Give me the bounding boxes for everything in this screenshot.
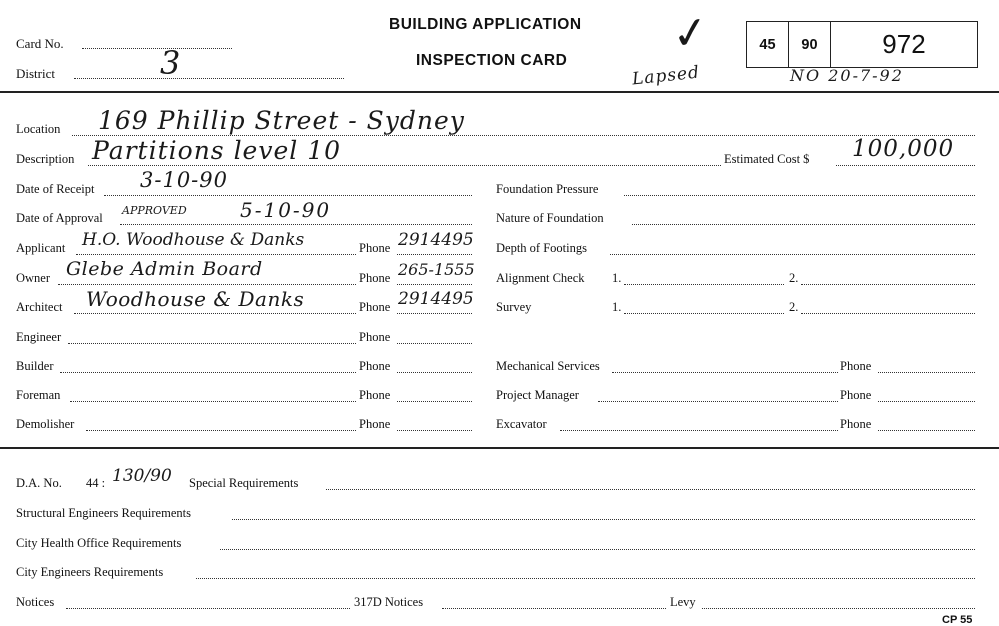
card-title-line1: BUILDING APPLICATION bbox=[389, 16, 582, 33]
demolisher-phone-dotted-line bbox=[397, 430, 472, 431]
location-value: 169 Phillip Street - Sydney bbox=[98, 106, 465, 135]
structural-engineers-dotted-line bbox=[232, 519, 975, 520]
mechanical-services-phone-dotted-line bbox=[878, 372, 975, 373]
date-of-receipt-label: Date of Receipt bbox=[16, 182, 95, 196]
da-no-label: D.A. No. bbox=[16, 476, 62, 490]
alignment-check-2-label: 2. bbox=[789, 271, 799, 285]
district-value: 3 bbox=[160, 44, 182, 82]
excavator-phone-label: Phone bbox=[840, 417, 872, 431]
card-no-label: Card No. bbox=[16, 36, 64, 51]
city-engineers-dotted-line bbox=[196, 578, 975, 579]
survey-1-label: 1. bbox=[612, 300, 622, 314]
survey-2-dotted-line bbox=[801, 313, 975, 314]
box-code-1: 45 bbox=[747, 22, 789, 67]
owner-phone-value: 265-1555 bbox=[398, 260, 475, 279]
location-label: Location bbox=[16, 122, 61, 136]
card-title-line2: INSPECTION CARD bbox=[416, 52, 568, 69]
architect-value: Woodhouse & Danks bbox=[86, 287, 305, 311]
levy-dotted-line bbox=[702, 608, 975, 609]
builder-dotted-line bbox=[60, 372, 356, 373]
mechanical-services-label: Mechanical Services bbox=[496, 359, 600, 373]
notices-317d-dotted-line bbox=[442, 608, 666, 609]
nature-of-foundation-label: Nature of Foundation bbox=[496, 211, 604, 225]
architect-phone-label: Phone bbox=[359, 300, 391, 314]
applicant-dotted-line bbox=[76, 254, 356, 255]
approved-stamp: APPROVED bbox=[122, 204, 187, 217]
demolisher-phone-label: Phone bbox=[359, 417, 391, 431]
survey-1-dotted-line bbox=[624, 313, 784, 314]
box-number: 972 bbox=[882, 29, 926, 59]
district-dotted-line bbox=[74, 78, 344, 79]
form-code: CP 55 bbox=[942, 614, 973, 626]
date-of-receipt-dotted-line bbox=[104, 195, 472, 196]
lapsed-date-note: NO 20-7-92 bbox=[790, 66, 904, 85]
demolisher-label: Demolisher bbox=[16, 417, 75, 431]
da-prefix: 44 : bbox=[86, 476, 106, 490]
description-value: Partitions level 10 bbox=[92, 136, 342, 165]
demolisher-dotted-line bbox=[86, 430, 356, 431]
estimated-cost-dotted-line bbox=[836, 165, 975, 166]
applicant-phone-dotted-line bbox=[397, 254, 472, 255]
builder-label: Builder bbox=[16, 359, 54, 373]
mechanical-services-phone-label: Phone bbox=[840, 359, 872, 373]
builder-phone-dotted-line bbox=[397, 372, 472, 373]
district-label: District bbox=[16, 66, 55, 81]
levy-label: Levy bbox=[670, 595, 696, 609]
nature-of-foundation-dotted-line bbox=[632, 224, 975, 225]
notices-dotted-line bbox=[66, 608, 350, 609]
engineer-dotted-line bbox=[68, 343, 356, 344]
alignment-check-1-dotted-line bbox=[624, 284, 784, 285]
architect-dotted-line bbox=[74, 313, 356, 314]
mechanical-services-dotted-line bbox=[612, 372, 838, 373]
project-manager-label: Project Manager bbox=[496, 388, 579, 402]
alignment-check-2-dotted-line bbox=[801, 284, 975, 285]
lapsed-note: Lapsed bbox=[631, 62, 701, 90]
date-of-receipt-value: 3-10-90 bbox=[140, 168, 228, 192]
excavator-dotted-line bbox=[560, 430, 838, 431]
description-label: Description bbox=[16, 152, 75, 166]
alignment-check-label: Alignment Check bbox=[496, 271, 585, 285]
city-health-dotted-line bbox=[220, 549, 975, 550]
alignment-check-1-label: 1. bbox=[612, 271, 622, 285]
applicant-value: H.O. Woodhouse & Danks bbox=[82, 230, 305, 250]
engineer-phone-dotted-line bbox=[397, 343, 472, 344]
engineer-label: Engineer bbox=[16, 330, 62, 344]
estimated-cost-label: Estimated Cost $ bbox=[724, 152, 810, 166]
applicant-phone-value: 2914495 bbox=[398, 230, 474, 250]
excavator-label: Excavator bbox=[496, 417, 547, 431]
da-number-value: 130/90 bbox=[112, 466, 172, 486]
survey-2-label: 2. bbox=[789, 300, 799, 314]
owner-label: Owner bbox=[16, 271, 51, 285]
notices-label: Notices bbox=[16, 595, 55, 609]
card-no-dotted-line bbox=[82, 48, 232, 49]
special-requirements-dotted-line bbox=[326, 489, 975, 490]
city-engineers-label: City Engineers Requirements bbox=[16, 565, 164, 579]
date-of-approval-label: Date of Approval bbox=[16, 211, 103, 225]
check-mark: ✓ bbox=[668, 5, 714, 62]
applicant-label: Applicant bbox=[16, 241, 66, 255]
engineer-phone-label: Phone bbox=[359, 330, 391, 344]
owner-value: Glebe Admin Board bbox=[66, 258, 263, 280]
architect-phone-value: 2914495 bbox=[398, 289, 474, 309]
date-of-approval-value: 5-10-90 bbox=[240, 198, 332, 222]
date-of-approval-dotted-line bbox=[120, 224, 472, 225]
foreman-label: Foreman bbox=[16, 388, 61, 402]
estimated-cost-value: 100,000 bbox=[852, 136, 955, 162]
foreman-phone-label: Phone bbox=[359, 388, 391, 402]
reference-number-box bbox=[746, 21, 978, 68]
top-divider bbox=[0, 91, 999, 93]
applicant-phone-label: Phone bbox=[359, 241, 391, 255]
survey-label: Survey bbox=[496, 300, 532, 314]
foreman-dotted-line bbox=[70, 401, 356, 402]
structural-engineers-label: Structural Engineers Requirements bbox=[16, 506, 191, 520]
excavator-phone-dotted-line bbox=[878, 430, 975, 431]
city-health-label: City Health Office Requirements bbox=[16, 536, 182, 550]
special-requirements-label: Special Requirements bbox=[189, 476, 299, 490]
description-dotted-line bbox=[88, 165, 721, 166]
architect-phone-dotted-line bbox=[397, 313, 472, 314]
notices-317d-label: 317D Notices bbox=[354, 595, 424, 609]
foundation-pressure-label: Foundation Pressure bbox=[496, 182, 599, 196]
depth-of-footings-dotted-line bbox=[610, 254, 975, 255]
owner-phone-dotted-line bbox=[397, 284, 472, 285]
owner-dotted-line bbox=[58, 284, 356, 285]
depth-of-footings-label: Depth of Footings bbox=[496, 241, 587, 255]
architect-label: Architect bbox=[16, 300, 63, 314]
project-manager-phone-label: Phone bbox=[840, 388, 872, 402]
project-manager-dotted-line bbox=[598, 401, 838, 402]
builder-phone-label: Phone bbox=[359, 359, 391, 373]
bottom-divider bbox=[0, 447, 999, 449]
box-code-2: 90 bbox=[789, 22, 831, 67]
owner-phone-label: Phone bbox=[359, 271, 391, 285]
project-manager-phone-dotted-line bbox=[878, 401, 975, 402]
foundation-pressure-dotted-line bbox=[624, 195, 975, 196]
foreman-phone-dotted-line bbox=[397, 401, 472, 402]
